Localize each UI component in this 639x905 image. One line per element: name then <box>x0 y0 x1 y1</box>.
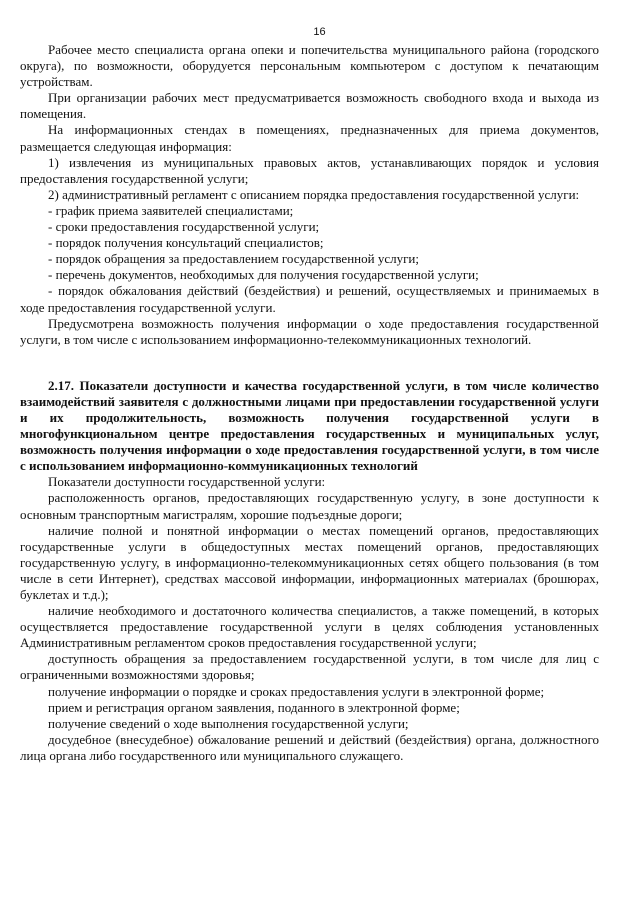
paragraph: доступность обращения за предоставлением государственной услуги, в том числе для лиц с ограниченными возможностями здоровья; <box>20 651 599 683</box>
paragraph: досудебное (внесудебное) обжалование решений и действий (бездействия) органа, должностного лица органа либо государственного или муниципального служащего. <box>20 731 599 763</box>
list-item: - сроки предоставления государственной услуги; <box>48 219 320 235</box>
paragraph: На информационных стендах в помещениях, предназначенных для приема документов, размещается следующая информация: <box>20 122 599 154</box>
paragraph: Предусмотрена возможность получения информации о ходе предоставления государственной услуги, в том числе с использованием информационно-телекоммуникационных технологий. <box>20 315 599 347</box>
page-number: 16 <box>313 26 326 38</box>
paragraph: наличие необходимого и достаточного количества специалистов, а также помещений, в которых осуществляется предоставление государственной услуги в целях соблюдения установленных Административным регламентом сроков предоставления государственной услуги; <box>20 603 599 651</box>
paragraph: Рабочее место специалиста органа опеки и попечительства муниципального района (городского округа), по возможности, оборудуется персональным компьютером с доступом к печатающим устройствам. <box>20 42 599 90</box>
paragraph: расположенность органов, предоставляющих государственную услугу, в зоне доступности к основным транспортным магистралям, хорошие подъездные дороги; <box>20 490 599 522</box>
list-item: - график приема заявителей специалистами; <box>48 202 294 218</box>
list-item: - порядок обжалования действий (бездействия) и решений, осуществляемых и принимаемых в ходе предоставления государственной услуги. <box>20 283 599 315</box>
paragraph: получение сведений о ходе выполнения государственной услуги; <box>48 715 409 731</box>
paragraph: получение информации о порядке и сроках предоставления услуги в электронной форме; <box>48 683 545 699</box>
list-item: - перечень документов, необходимых для получения государственной услуги; <box>48 267 479 283</box>
paragraph: прием и регистрация органом заявления, поданного в электронной форме; <box>48 699 460 715</box>
section-heading: 2.17. Показатели доступности и качества государственной услуги, в том числе количество взаимодействий заявителя с должностными лицами при предоставлении государственной услуги и их продолжительность, возможность получения государственной услуги в многофункциональном центре предоставления государственных и муниципальных услуг, возможность получения информации о ходе предоставления государственной услуги, в том числе с использованием информационно-коммуникационных технологий <box>20 377 599 474</box>
paragraph: Показатели доступности государственной услуги: <box>48 474 326 490</box>
list-item: - порядок получения консультаций специалистов; <box>48 235 324 251</box>
paragraph: При организации рабочих мест предусматривается возможность свободного входа и выхода из помещения. <box>20 90 599 122</box>
paragraph: наличие полной и понятной информации о местах помещений органов, предоставляющих государственные услуги в общедоступных местах помещений органов, предоставляющих государственную услугу, в информационно-телекоммуникационных сетях общего пользования (в том числе в сети Интернет), средствах массовой информации, информационных материалах (брошюрах, буклетах и т.д.); <box>20 522 599 602</box>
document-body <box>20 42 599 764</box>
list-item: - порядок обращения за предоставлением государственной услуги; <box>48 251 419 267</box>
list-item: 1) извлечения из муниципальных правовых актов, устанавливающих порядок и условия предоставления государственной услуги; <box>20 154 599 186</box>
list-item: 2) административный регламент с описанием порядка предоставления государственной услуги: <box>48 186 580 202</box>
